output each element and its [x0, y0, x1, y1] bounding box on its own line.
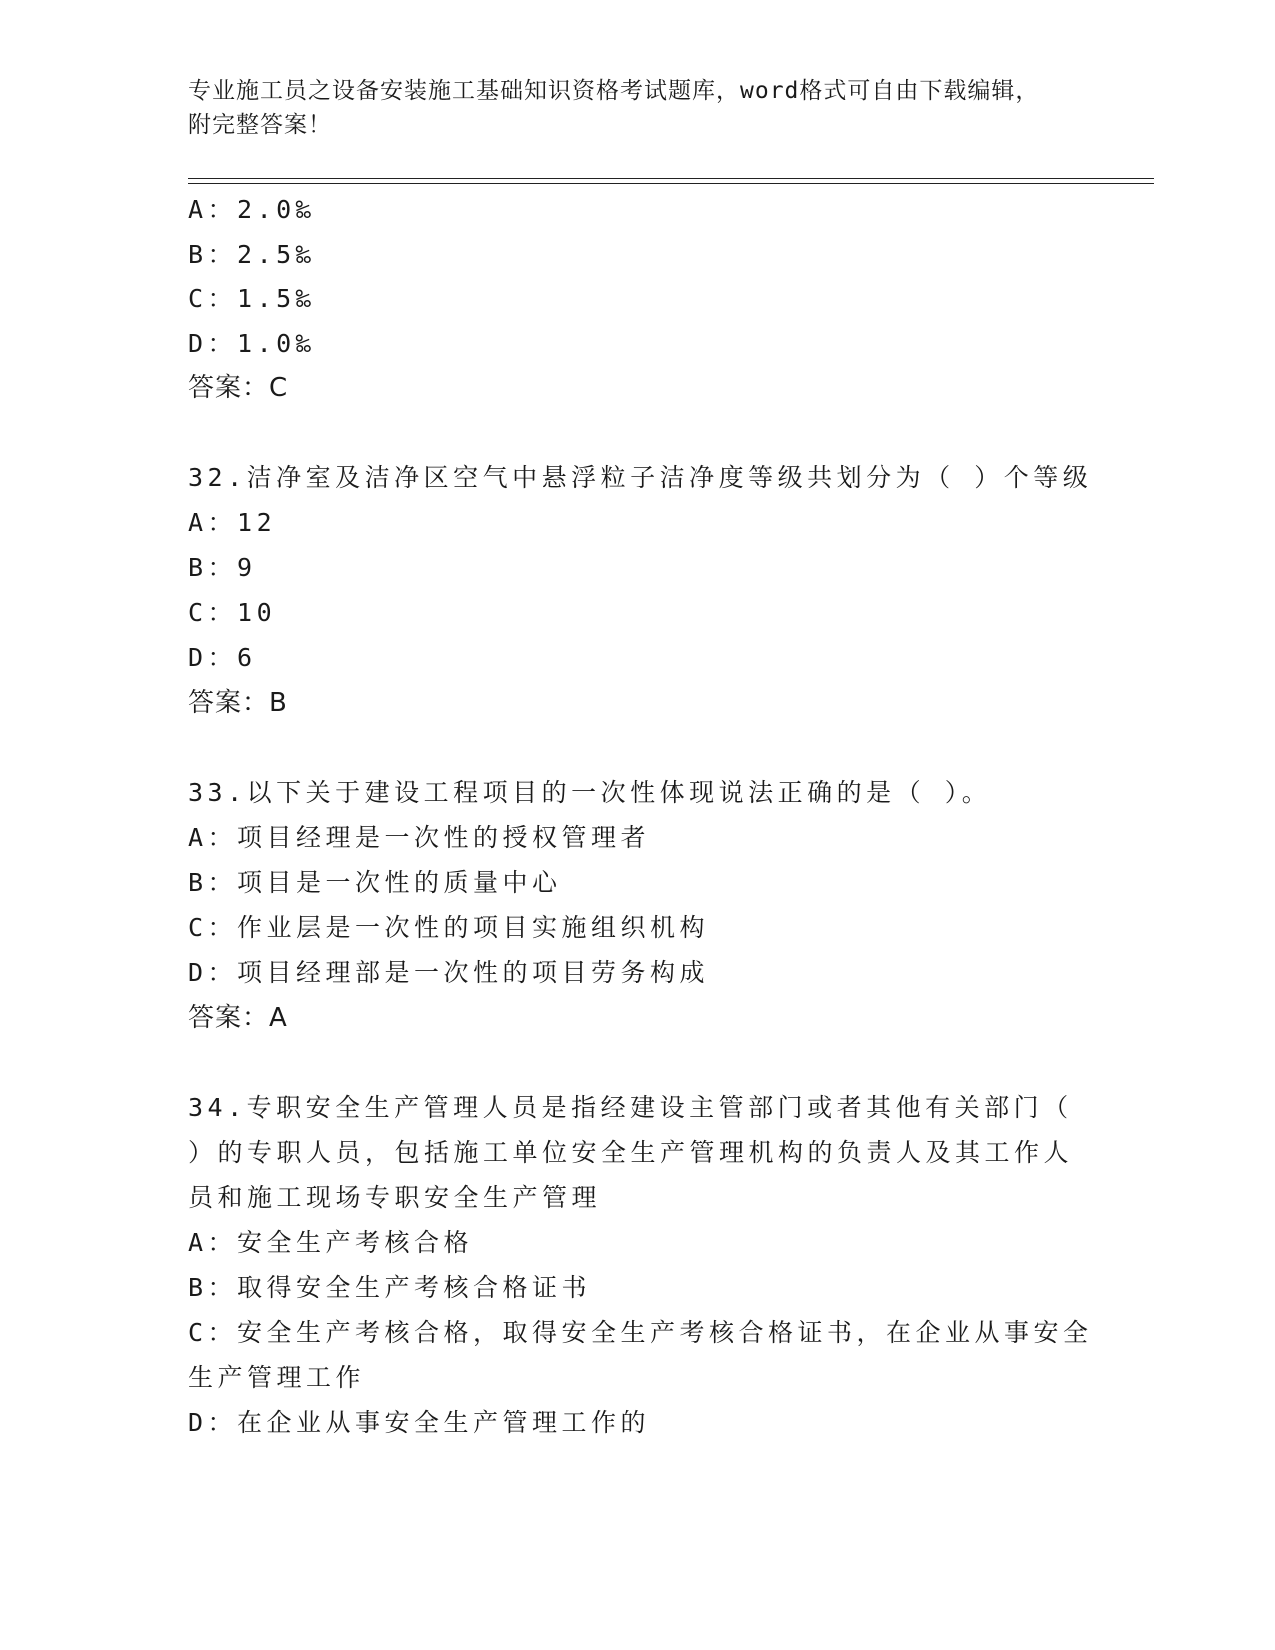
q32-answer: 答案：B [188, 688, 288, 718]
q34-stem-line-2: ）的专职人员，包括施工单位安全生产管理机构的负责人及其工作人 [188, 1138, 1074, 1167]
q34-option-c-line-2: 生产管理工作 [188, 1363, 366, 1392]
q34-option-d: D：在企业从事安全生产管理工作的 [188, 1408, 651, 1437]
q31-answer: 答案：C [188, 373, 289, 403]
q34-option-b: B：取得安全生产考核合格证书 [188, 1273, 592, 1302]
q31-option-a: A：2.0‰ [188, 195, 316, 224]
q34-option-c-line-1: C：安全生产考核合格，取得安全生产考核合格证书，在企业从事安全 [188, 1318, 1093, 1347]
q33-option-b: B：项目是一次性的质量中心 [188, 868, 562, 897]
q33-option-d: D：项目经理部是一次性的项目劳务构成 [188, 958, 710, 987]
q31-option-b: B：2.5‰ [188, 240, 316, 269]
q33-option-c: C：作业层是一次性的项目实施组织机构 [188, 913, 710, 942]
q34-stem-line-1: 34.专职安全生产管理人员是指经建设主管部门或者其他有关部门（ [188, 1093, 1073, 1122]
q34-stem-line-3: 员和施工现场专职安全生产管理 [188, 1183, 602, 1212]
q32-option-d: D：6 [188, 643, 257, 672]
q33-option-a: A：项目经理是一次性的授权管理者 [188, 823, 651, 852]
q33-stem: 33.以下关于建设工程项目的一次性体现说法正确的是（ ）。 [188, 778, 992, 807]
q32-stem: 32.洁净室及洁净区空气中悬浮粒子洁净度等级共划分为（ ）个等级 [188, 463, 1093, 492]
q33-answer: 答案：A [188, 1003, 288, 1033]
q32-option-c: C：10 [188, 598, 277, 627]
header-line-2: 附完整答案！ [188, 112, 332, 138]
q32-option-a: A：12 [188, 508, 277, 537]
q32-option-b: B：9 [188, 553, 257, 582]
header-divider-bottom [188, 183, 1154, 184]
q31-option-c: C：1.5‰ [188, 284, 316, 313]
header-line-1: 专业施工员之设备安装施工基础知识资格考试题库，word格式可自由下载编辑， [188, 78, 1040, 104]
q31-option-d: D：1.0‰ [188, 329, 316, 358]
q34-option-a: A：安全生产考核合格 [188, 1228, 474, 1257]
document-header [188, 74, 1068, 142]
header-divider-top [188, 178, 1154, 179]
